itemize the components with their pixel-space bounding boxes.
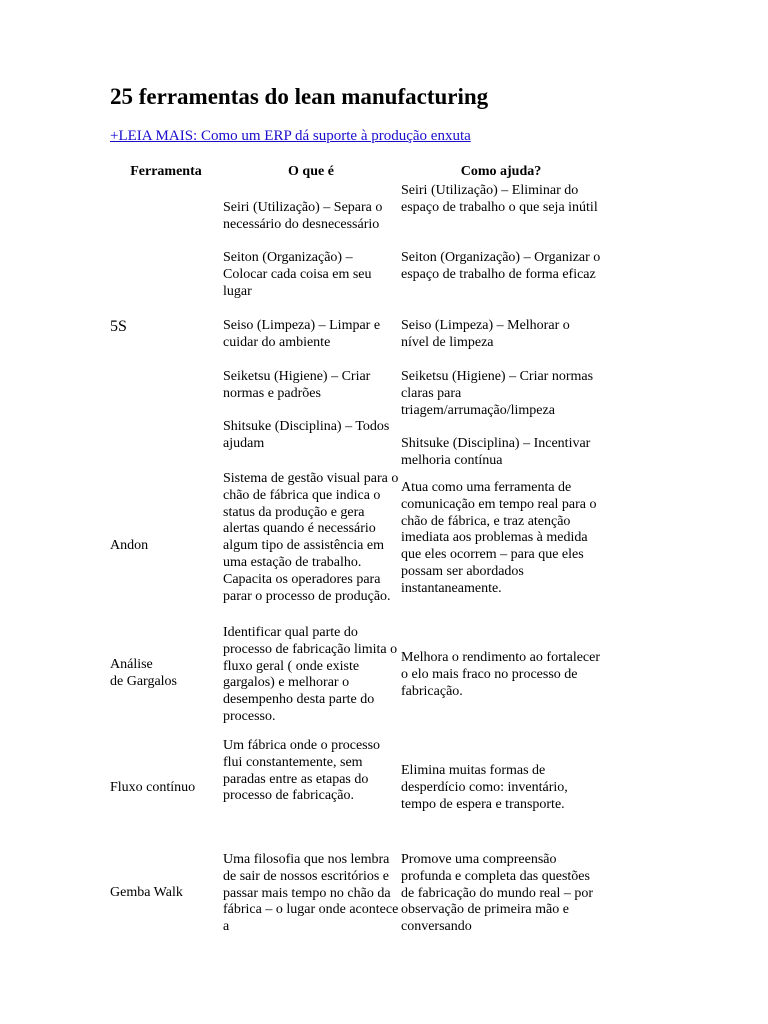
andon-how: Atua como uma ferramenta de comunicação em tempo real para o chão de fábrica, e traz atenção imediata aos problemas à medida que eles ocorrem – para que eles possam ser abordados instantaneamente. [401, 480, 597, 596]
tool-name-gargalos [110, 657, 215, 691]
header-como-ajuda: Como ajuda? [460, 164, 542, 179]
fluxo-how: Elimina muitas formas de desperdício como: inventário, tempo de espera e transporte. [401, 763, 568, 812]
5s-seiketsu-how: Seiketsu (Higiene) – Criar normas claras para triagem/arrumação/limpeza [401, 369, 594, 418]
document-title: 25 ferramentas do lean manufacturing [110, 84, 489, 109]
gemba-how: Promove uma compreensão profunda e completa das questões de fabricação do mundo real – por observação de primeira mão e conversando [401, 852, 594, 935]
5s-seiton-how: Seiton (Organização) – Organizar o espaço de trabalho de forma eficaz [401, 250, 601, 282]
5s-seiton-what: Seiton (Organização) – Colocar cada coisa em seu lugar [223, 250, 372, 299]
header-ferramenta: Ferramenta [130, 164, 202, 179]
5s-seiso-what: Seiso (Limpeza) – Limpar e cuidar do ambiente [223, 318, 381, 350]
tool-name-gargalos-line2: de Gargalos [110, 673, 177, 689]
gargalos-how: Melhora o rendimento ao fortalecer o elo mais fraco no processo de fabricação. [401, 650, 601, 699]
5s-seiketsu-what: Seiketsu (Higiene) – Criar normas e padrões [223, 369, 371, 401]
andon-what: Sistema de gestão visual para o chão de fábrica que indica o status da produção e gera alertas quando é necessário algum tipo de assistência em uma estação de trabalho. Capacita os operadores para parar o processo de produção. [223, 471, 399, 604]
5s-seiri-how: Seiri (Utilização) – Eliminar do espaço de trabalho o que seja inútil [401, 183, 598, 215]
tool-name-fluxo: Fluxo contínuo [110, 780, 196, 795]
tool-name-andon: Andon [110, 538, 149, 553]
5s-seiri-what: Seiri (Utilização) – Separa o necessário do desnecessário [223, 200, 383, 232]
5s-shitsuke-how: Shitsuke (Disciplina) – Incentivar melhoria contínua [401, 436, 591, 468]
fluxo-what: Um fábrica onde o processo flui constantemente, sem paradas entre as etapas do processo de fabricação. [223, 738, 381, 804]
gargalos-what: Identificar qual parte do processo de fabricação limita o fluxo geral ( onde existe gargalos) e melhorar o desempenho desta parte do processo. [223, 625, 398, 724]
tool-name-5s: 5S [110, 318, 127, 335]
gemba-what: Uma filosofia que nos lembra de sair de nossos escritórios e passar mais tempo no chão da fábrica – o lugar onde acontece a [223, 852, 399, 935]
tool-name-gargalos-line1: Análise [110, 657, 153, 672]
header-o-que-e: O que é [288, 164, 334, 179]
5s-shitsuke-what: Shitsuke (Disciplina) – Todos ajudam [223, 419, 390, 451]
5s-seiso-how: Seiso (Limpeza) – Melhorar o nível de limpeza [401, 318, 570, 350]
read-more-link[interactable]: +LEIA MAIS: Como um ERP dá suporte à produção enxuta [110, 128, 471, 144]
tool-name-gemba: Gemba Walk [110, 885, 183, 900]
